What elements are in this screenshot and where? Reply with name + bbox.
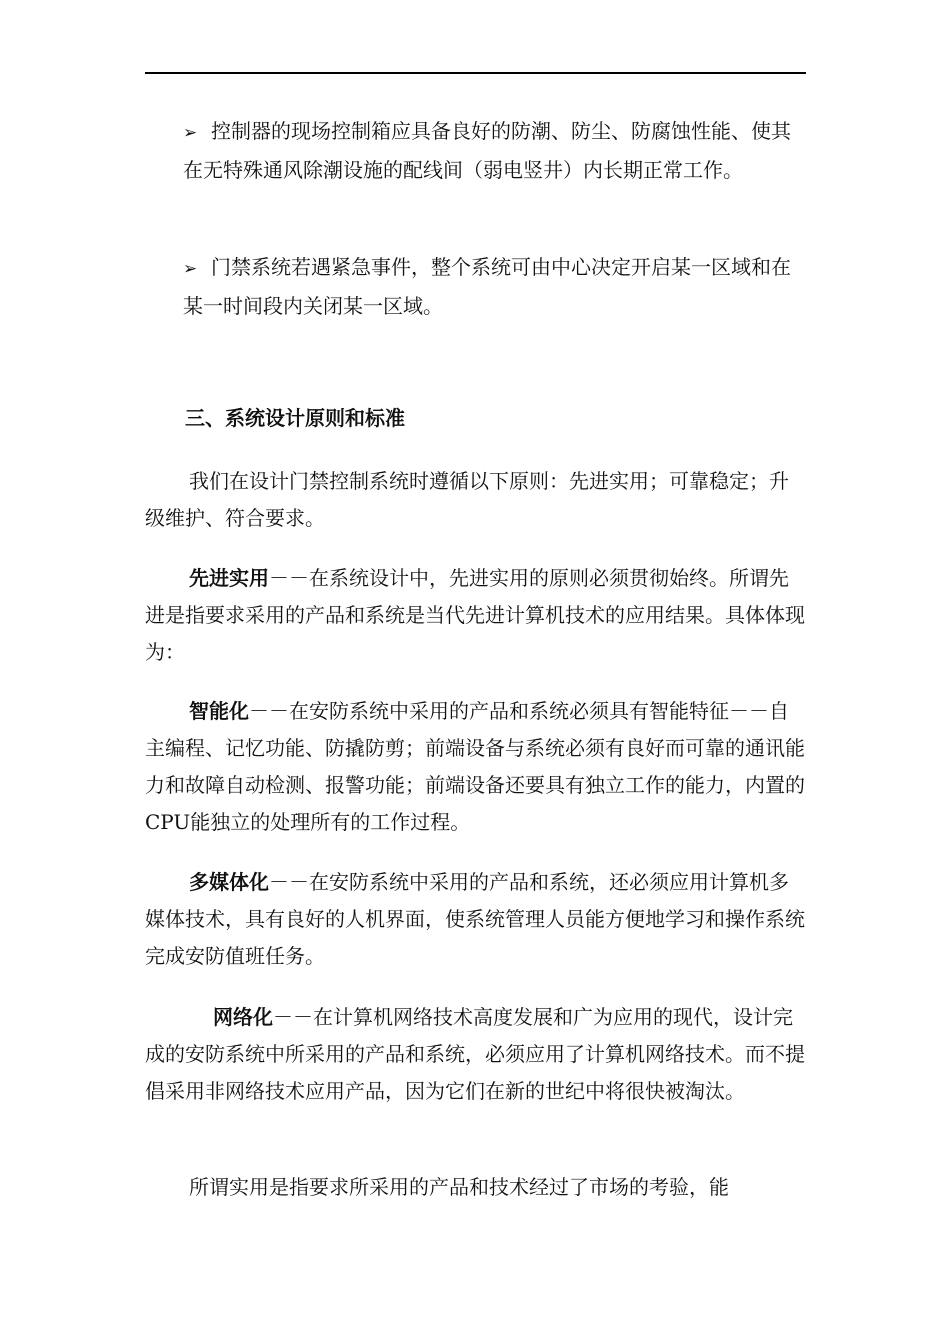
section-heading: 三、系统设计原则和标准 <box>185 406 405 430</box>
intro-paragraph: 我们在设计门禁控制系统时遵循以下原则：先进实用；可靠稳定；升级维护、符合要求。 <box>145 469 789 530</box>
principle-intelligent <box>145 693 807 841</box>
bullet-item-2 <box>183 249 808 325</box>
principle-networked <box>145 999 807 1110</box>
bullet-text: 控制器的现场控制箱应具备良好的防潮、防尘、防腐蚀性能、使其在无特殊通风除潮设施的配线间（弱电竖井）内长期正常工作。 <box>183 119 791 182</box>
bullet-text: 门禁系统若遇紧急事件，整个系统可由中心决定开启某一区域和在某一时间段内关闭某一区域。 <box>183 255 791 318</box>
principle-term: 网络化 <box>213 1005 273 1029</box>
principle-term: 智能化 <box>189 699 249 723</box>
header-rule <box>145 72 806 74</box>
bullet-item-1 <box>183 113 808 189</box>
principle-term: 先进实用 <box>189 566 269 590</box>
principle-advanced-practical <box>145 560 807 671</box>
principle-multimedia <box>145 864 807 975</box>
arrow-bullet-icon: ➢ <box>183 123 198 143</box>
principle-text: －－在系统设计中，先进实用的原则必须贯彻始终。所谓先进是指要求采用的产品和系统是当代先进计算机技术的应用结果。具体体现为： <box>145 566 805 664</box>
principle-text: －－在安防系统中采用的产品和系统，还必须应用计算机多媒体技术，具有良好的人机界面，使系统管理人员能方便地学习和操作系统完成安防值班任务。 <box>145 870 805 968</box>
principle-text: －－在计算机网络技术高度发展和广为应用的现代，设计完成的安防系统中所采用的产品和系统，必须应用了计算机网络技术。而不提倡采用非网络技术应用产品，因为它们在新的世纪中将很快被淘汰。 <box>145 1005 805 1103</box>
principle-term: 多媒体化 <box>189 870 269 894</box>
principle-text: －－在安防系统中采用的产品和系统必须具有智能特征－－自主编程、记忆功能、防撬防剪；前端设备与系统必须有良好而可靠的通讯能力和故障自动检测、报警功能；前端设备还要具有独立工作的能力，内置的CPU能独立的处理所有的工作过程。 <box>145 699 805 834</box>
arrow-bullet-icon: ➢ <box>183 259 198 279</box>
closing-paragraph: 所谓实用是指要求所采用的产品和技术经过了市场的考验，能 <box>189 1175 729 1199</box>
